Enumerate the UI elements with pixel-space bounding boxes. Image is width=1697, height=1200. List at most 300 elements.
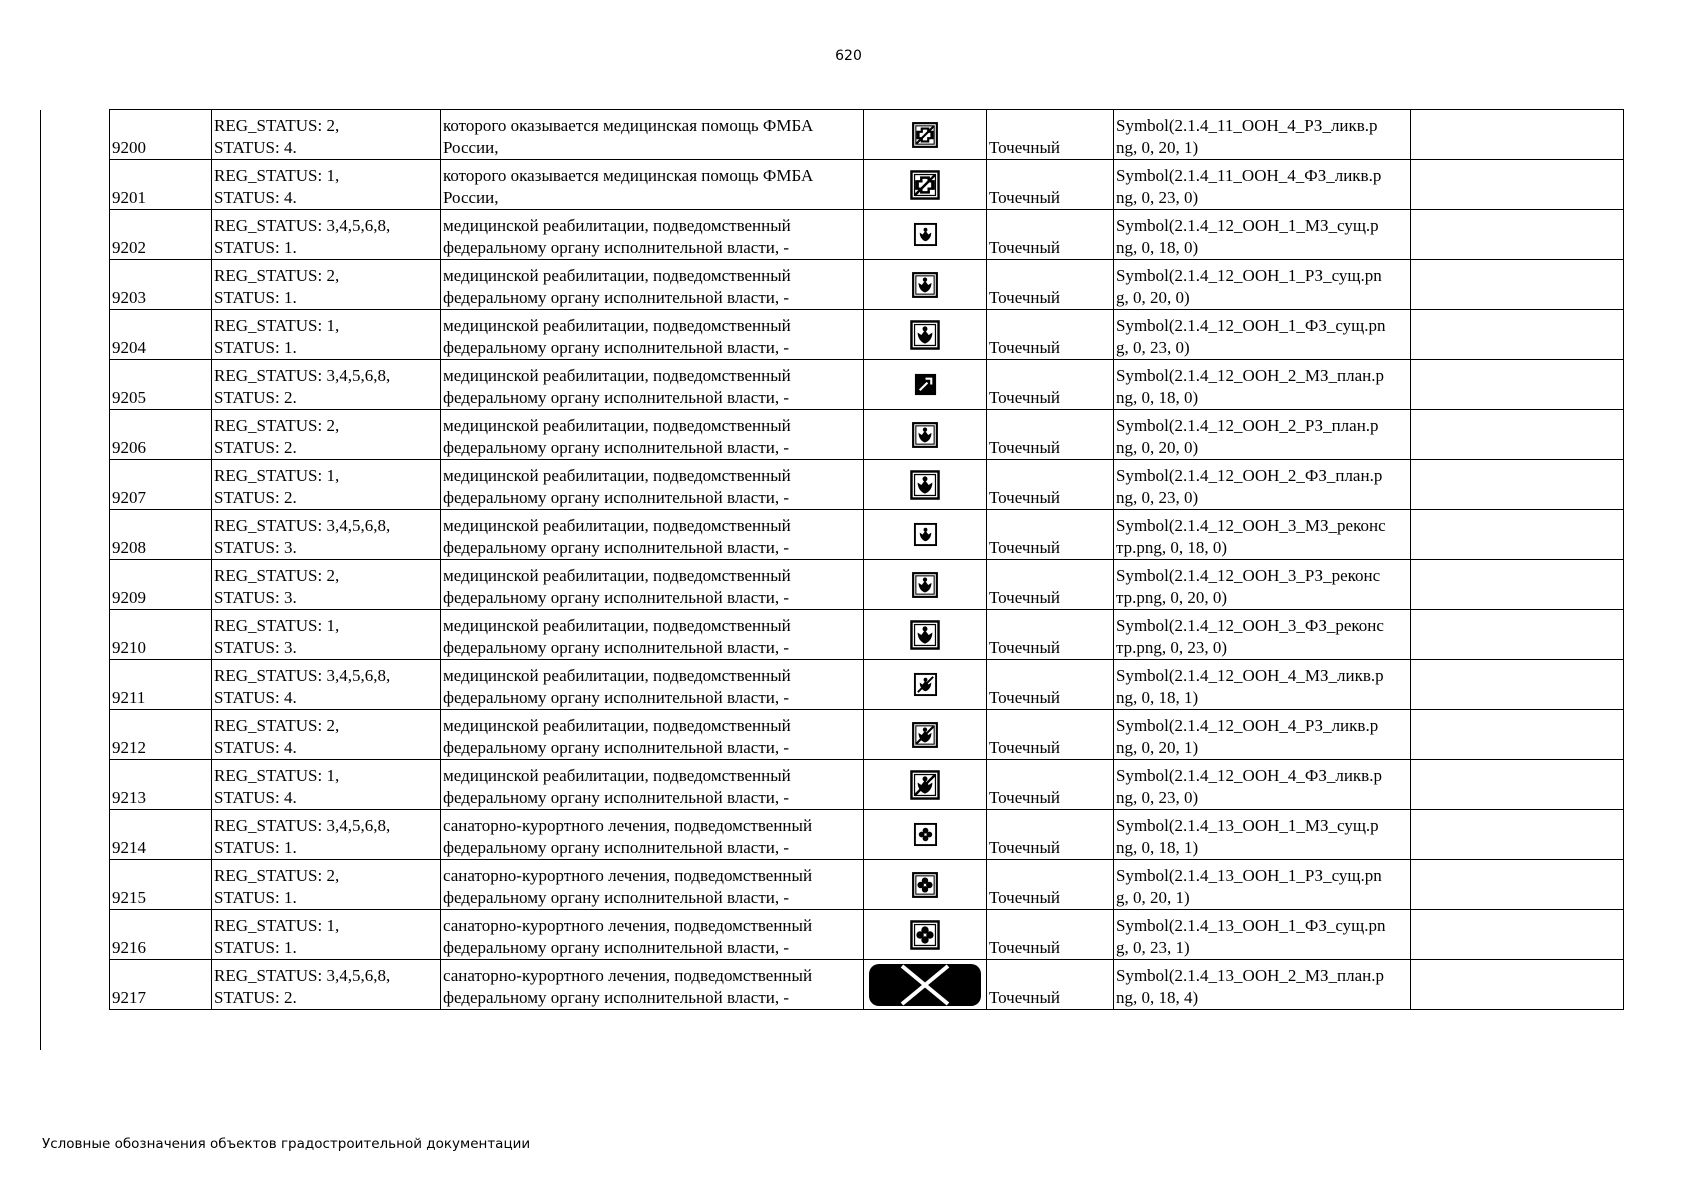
symbol-function-line-1: Symbol(2.1.4_11_ООН_4_РЗ_ликв.p: [1116, 116, 1378, 135]
status-text: STATUS: 1.: [214, 888, 297, 907]
symbol-function-line-2: g, 0, 23, 1): [1116, 938, 1190, 957]
table-row: [110, 210, 1624, 260]
reg-status-text: REG_STATUS: 2,: [214, 266, 340, 285]
description-line-1: медицинской реабилитации, подведомственный: [443, 366, 791, 385]
note-cell: [1411, 860, 1624, 910]
symbol-function-line-2: ng, 0, 20, 0): [1116, 438, 1199, 457]
rehab-existing-local-icon: [913, 222, 938, 247]
status-text: STATUS: 3.: [214, 638, 297, 657]
rehab-existing-federal-icon: [909, 319, 941, 351]
object-code: 9201: [112, 188, 146, 207]
geometry-type: Точечный: [989, 988, 1061, 1007]
description-line-1: санаторно-курортного лечения, подведомственный: [443, 916, 813, 935]
note-cell: [1411, 360, 1624, 410]
geometry-type: Точечный: [989, 688, 1061, 707]
note-cell: [1411, 810, 1624, 860]
table-row: [110, 410, 1624, 460]
code-cell: [110, 310, 212, 360]
symbol-function-cell: [1114, 610, 1411, 660]
note-cell: [1411, 610, 1624, 660]
note-cell: [1411, 560, 1624, 610]
status-text: STATUS: 1.: [214, 288, 297, 307]
description-cell: [441, 310, 864, 360]
geometry-type-cell: [987, 210, 1114, 260]
status-text: STATUS: 2.: [214, 438, 297, 457]
status-cell: [212, 810, 441, 860]
description-cell: [441, 210, 864, 260]
symbol-function-cell: [1114, 760, 1411, 810]
description-cell: [441, 410, 864, 460]
rehab-liquidated-regional-icon: [911, 721, 939, 749]
table-row: [110, 310, 1624, 360]
geometry-type-cell: [987, 860, 1114, 910]
symbol-function-cell: [1114, 510, 1411, 560]
rehab-reconstruction-regional-icon: [911, 571, 939, 599]
description-cell: [441, 260, 864, 310]
object-code: 9206: [112, 438, 146, 457]
geometry-type: Точечный: [989, 838, 1061, 857]
table-row: [110, 710, 1624, 760]
description-line-2: федеральному органу исполнительной власти, -: [443, 538, 790, 557]
code-cell: [110, 360, 212, 410]
symbol-function-line-2: ng, 0, 23, 0): [1116, 488, 1199, 507]
description-cell: [441, 760, 864, 810]
reg-status-text: REG_STATUS: 2,: [214, 416, 340, 435]
symbol-function-line-1: Symbol(2.1.4_12_ООН_1_РЗ_сущ.pn: [1116, 266, 1382, 285]
geometry-type: Точечный: [989, 538, 1061, 557]
status-cell: [212, 260, 441, 310]
table-row: [110, 960, 1624, 1010]
description-line-2: федеральному органу исполнительной власти, -: [443, 888, 790, 907]
symbol-function-cell: [1114, 710, 1411, 760]
symbol-cell: [864, 260, 987, 310]
object-code: 9216: [112, 938, 146, 957]
note-cell: [1411, 210, 1624, 260]
object-code: 9214: [112, 838, 146, 857]
symbol-function-line-2: ng, 0, 23, 0): [1116, 188, 1199, 207]
status-text: STATUS: 3.: [214, 588, 297, 607]
status-text: STATUS: 4.: [214, 788, 297, 807]
geometry-type: Точечный: [989, 638, 1061, 657]
status-text: STATUS: 4.: [214, 138, 297, 157]
rehab-reconstruction-federal-icon: [909, 619, 941, 651]
geometry-type-cell: [987, 660, 1114, 710]
symbol-function-line-1: Symbol(2.1.4_12_ООН_4_РЗ_ликв.p: [1116, 716, 1379, 735]
note-cell: [1411, 960, 1624, 1010]
note-cell: [1411, 710, 1624, 760]
symbol-function-cell: [1114, 460, 1411, 510]
rehab-liquidated-local-icon: [913, 672, 938, 697]
status-cell: [212, 460, 441, 510]
code-cell: [110, 610, 212, 660]
description-line-1: медицинской реабилитации, подведомственный: [443, 316, 791, 335]
reg-status-text: REG_STATUS: 2,: [214, 566, 340, 585]
note-cell: [1411, 310, 1624, 360]
description-line-1: санаторно-курортного лечения, подведомственный: [443, 816, 813, 835]
note-cell: [1411, 110, 1624, 160]
reg-status-text: REG_STATUS: 2,: [214, 116, 340, 135]
code-cell: [110, 460, 212, 510]
description-line-2: федеральному органу исполнительной власти, -: [443, 388, 790, 407]
symbol-function-line-1: Symbol(2.1.4_12_ООН_3_РЗ_реконс: [1116, 566, 1381, 585]
description-cell: [441, 960, 864, 1010]
symbol-function-cell: [1114, 310, 1411, 360]
code-cell: [110, 760, 212, 810]
reg-status-text: REG_STATUS: 3,4,5,6,8,: [214, 366, 391, 385]
description-cell: [441, 860, 864, 910]
object-code: 9205: [112, 388, 146, 407]
status-text: STATUS: 4.: [214, 188, 297, 207]
description-line-1: медицинской реабилитации, подведомственный: [443, 566, 791, 585]
geometry-type-cell: [987, 760, 1114, 810]
status-text: STATUS: 2.: [214, 488, 297, 507]
rehab-reconstruction-local-icon: [913, 522, 938, 547]
reg-status-text: REG_STATUS: 1,: [214, 166, 340, 185]
description-line-2: федеральному органу исполнительной власти, -: [443, 788, 790, 807]
symbol-function-cell: [1114, 360, 1411, 410]
description-cell: [441, 810, 864, 860]
reg-status-text: REG_STATUS: 3,4,5,6,8,: [214, 816, 391, 835]
status-cell: [212, 160, 441, 210]
geometry-type-cell: [987, 960, 1114, 1010]
symbol-function-line-1: Symbol(2.1.4_12_ООН_3_МЗ_реконс: [1116, 516, 1386, 535]
table-row: [110, 810, 1624, 860]
reg-status-text: REG_STATUS: 1,: [214, 466, 340, 485]
symbol-function-line-1: Symbol(2.1.4_13_ООН_1_ФЗ_сущ.pn: [1116, 916, 1386, 935]
code-cell: [110, 910, 212, 960]
description-line-2: федеральному органу исполнительной власти, -: [443, 738, 790, 757]
description-cell: [441, 460, 864, 510]
geometry-type: Точечный: [989, 438, 1061, 457]
rehab-existing-regional-icon: [911, 271, 939, 299]
symbol-function-line-2: ng, 0, 18, 0): [1116, 388, 1199, 407]
symbol-cell: [864, 110, 987, 160]
object-code: 9203: [112, 288, 146, 307]
sanatorium-existing-local-icon: [913, 822, 938, 847]
symbol-function-line-1: Symbol(2.1.4_12_ООН_2_МЗ_план.p: [1116, 366, 1384, 385]
reg-status-text: REG_STATUS: 1,: [214, 916, 340, 935]
table-row: [110, 660, 1624, 710]
code-cell: [110, 960, 212, 1010]
geometry-type-cell: [987, 710, 1114, 760]
code-cell: [110, 260, 212, 310]
symbol-cell: [864, 210, 987, 260]
rehab-liquidated-federal-icon: [909, 769, 941, 801]
description-line-2: федеральному органу исполнительной власти, -: [443, 338, 790, 357]
description-line-1: медицинской реабилитации, подведомственный: [443, 616, 791, 635]
symbol-function-line-2: g, 0, 20, 1): [1116, 888, 1190, 907]
table-row: [110, 760, 1624, 810]
note-cell: [1411, 760, 1624, 810]
description-line-1: медицинской реабилитации, подведомственный: [443, 266, 791, 285]
reg-status-text: REG_STATUS: 3,4,5,6,8,: [214, 216, 391, 235]
object-code: 9215: [112, 888, 146, 907]
symbol-function-line-2: ng, 0, 18, 4): [1116, 988, 1199, 1007]
description-line-2: федеральному органу исполнительной власти, -: [443, 488, 790, 507]
symbol-function-line-1: Symbol(2.1.4_12_ООН_2_ФЗ_план.p: [1116, 466, 1383, 485]
reg-status-text: REG_STATUS: 3,4,5,6,8,: [214, 966, 391, 985]
rehab-planned-local-icon: [913, 372, 938, 397]
note-cell: [1411, 660, 1624, 710]
status-cell: [212, 760, 441, 810]
object-code: 9211: [112, 688, 146, 707]
sanatorium-existing-regional-icon: [911, 871, 939, 899]
symbol-function-cell: [1114, 560, 1411, 610]
object-code: 9213: [112, 788, 146, 807]
description-line-2: федеральному органу исполнительной власти, -: [443, 238, 790, 257]
table-row: [110, 260, 1624, 310]
status-cell: [212, 410, 441, 460]
description-line-1: которого оказывается медицинская помощь ФМБА: [443, 116, 814, 135]
description-line-2: России,: [443, 138, 499, 157]
description-cell: [441, 110, 864, 160]
table-row: [110, 360, 1624, 410]
status-cell: [212, 960, 441, 1010]
description-cell: [441, 560, 864, 610]
description-line-2: России,: [443, 188, 499, 207]
symbol-function-line-1: Symbol(2.1.4_12_ООН_1_МЗ_сущ.p: [1116, 216, 1379, 235]
symbol-cell: [864, 560, 987, 610]
geometry-type: Точечный: [989, 788, 1061, 807]
symbol-cell: [864, 710, 987, 760]
object-code: 9217: [112, 988, 146, 1007]
table-row: [110, 160, 1624, 210]
description-line-2: федеральному органу исполнительной власти, -: [443, 438, 790, 457]
symbol-function-line-1: Symbol(2.1.4_12_ООН_3_ФЗ_реконс: [1116, 616, 1384, 635]
table-row: [110, 560, 1624, 610]
symbol-function-line-1: Symbol(2.1.4_13_ООН_1_МЗ_сущ.p: [1116, 816, 1379, 835]
geometry-type-cell: [987, 560, 1114, 610]
symbol-cell: [864, 160, 987, 210]
description-line-1: которого оказывается медицинская помощь ФМБА: [443, 166, 814, 185]
sanatorium-existing-federal-icon: [909, 919, 941, 951]
symbol-cell: [864, 960, 987, 1010]
object-code: 9204: [112, 338, 146, 357]
symbol-cell: [864, 760, 987, 810]
geometry-type-cell: [987, 910, 1114, 960]
geometry-type: Точечный: [989, 588, 1061, 607]
geometry-type: Точечный: [989, 388, 1061, 407]
description-line-1: санаторно-курортного лечения, подведомственный: [443, 866, 813, 885]
description-line-2: федеральному органу исполнительной власти, -: [443, 688, 790, 707]
symbol-function-line-2: тр.png, 0, 23, 0): [1116, 638, 1228, 657]
geometry-type-cell: [987, 810, 1114, 860]
symbol-function-line-2: g, 0, 23, 0): [1116, 338, 1190, 357]
geometry-type: Точечный: [989, 188, 1061, 207]
table-row: [110, 510, 1624, 560]
symbol-cell: [864, 610, 987, 660]
code-cell: [110, 810, 212, 860]
description-line-2: федеральному органу исполнительной власти, -: [443, 838, 790, 857]
status-text: STATUS: 3.: [214, 538, 297, 557]
symbol-cell: [864, 660, 987, 710]
symbol-function-line-1: Symbol(2.1.4_12_ООН_2_РЗ_план.p: [1116, 416, 1379, 435]
note-cell: [1411, 460, 1624, 510]
reg-status-text: REG_STATUS: 3,4,5,6,8,: [214, 666, 391, 685]
description-cell: [441, 660, 864, 710]
description-cell: [441, 710, 864, 760]
symbol-function-cell: [1114, 960, 1411, 1010]
table-row: [110, 910, 1624, 960]
code-cell: [110, 410, 212, 460]
code-cell: [110, 710, 212, 760]
symbol-function-cell: [1114, 810, 1411, 860]
description-line-2: федеральному органу исполнительной власти, -: [443, 938, 790, 957]
symbol-cell: [864, 460, 987, 510]
description-line-1: медицинской реабилитации, подведомственный: [443, 466, 791, 485]
description-line-1: медицинской реабилитации, подведомственный: [443, 216, 791, 235]
symbol-cell: [864, 310, 987, 360]
status-text: STATUS: 1.: [214, 238, 297, 257]
note-cell: [1411, 510, 1624, 560]
left-margin-rule: [40, 110, 41, 1050]
geometry-type: Точечный: [989, 238, 1061, 257]
geometry-type-cell: [987, 410, 1114, 460]
status-cell: [212, 110, 441, 160]
reg-status-text: REG_STATUS: 3,4,5,6,8,: [214, 516, 391, 535]
status-cell: [212, 560, 441, 610]
geometry-type: Точечный: [989, 738, 1061, 757]
object-code: 9210: [112, 638, 146, 657]
note-cell: [1411, 260, 1624, 310]
description-line-1: медицинской реабилитации, подведомственный: [443, 716, 791, 735]
symbol-cell: [864, 860, 987, 910]
object-code: 9200: [112, 138, 146, 157]
legend-table: [109, 109, 1624, 1010]
reg-status-text: REG_STATUS: 2,: [214, 716, 340, 735]
symbol-function-line-2: тр.png, 0, 20, 0): [1116, 588, 1228, 607]
symbol-function-line-2: ng, 0, 20, 1): [1116, 138, 1199, 157]
symbol-function-line-2: ng, 0, 23, 0): [1116, 788, 1199, 807]
geometry-type: Точечный: [989, 488, 1061, 507]
geometry-type-cell: [987, 460, 1114, 510]
symbol-function-line-2: ng, 0, 18, 1): [1116, 688, 1199, 707]
symbol-cell: [864, 410, 987, 460]
table-row: [110, 610, 1624, 660]
symbol-function-line-1: Symbol(2.1.4_13_ООН_1_РЗ_сущ.pn: [1116, 866, 1382, 885]
table-row: [110, 110, 1624, 160]
status-text: STATUS: 2.: [214, 988, 297, 1007]
note-cell: [1411, 410, 1624, 460]
reg-status-text: REG_STATUS: 1,: [214, 616, 340, 635]
description-line-2: федеральному органу исполнительной власти, -: [443, 988, 790, 1007]
symbol-function-line-2: ng, 0, 18, 1): [1116, 838, 1199, 857]
status-text: STATUS: 1.: [214, 838, 297, 857]
object-code: 9207: [112, 488, 146, 507]
geometry-type-cell: [987, 160, 1114, 210]
code-cell: [110, 860, 212, 910]
geometry-type-cell: [987, 360, 1114, 410]
page-number: 620: [835, 48, 862, 64]
status-cell: [212, 860, 441, 910]
symbol-function-cell: [1114, 260, 1411, 310]
table-row: [110, 460, 1624, 510]
status-cell: [212, 660, 441, 710]
geometry-type-cell: [987, 110, 1114, 160]
reg-status-text: REG_STATUS: 1,: [214, 766, 340, 785]
rehab-planned-regional-icon: [911, 421, 939, 449]
code-cell: [110, 110, 212, 160]
description-cell: [441, 910, 864, 960]
missing-symbol-x-icon: [866, 962, 984, 1008]
geometry-type: Точечный: [989, 288, 1061, 307]
object-code: 9202: [112, 238, 146, 257]
symbol-function-cell: [1114, 110, 1411, 160]
description-line-1: медицинской реабилитации, подведомственный: [443, 666, 791, 685]
status-text: STATUS: 4.: [214, 738, 297, 757]
symbol-cell: [864, 910, 987, 960]
status-text: STATUS: 2.: [214, 388, 297, 407]
status-cell: [212, 310, 441, 360]
status-cell: [212, 710, 441, 760]
reg-status-text: REG_STATUS: 2,: [214, 866, 340, 885]
symbol-function-line-1: Symbol(2.1.4_11_ООН_4_ФЗ_ликв.p: [1116, 166, 1382, 185]
code-cell: [110, 160, 212, 210]
geometry-type-cell: [987, 610, 1114, 660]
status-cell: [212, 210, 441, 260]
symbol-function-line-1: Symbol(2.1.4_13_ООН_2_МЗ_план.p: [1116, 966, 1384, 985]
symbol-function-line-2: ng, 0, 18, 0): [1116, 238, 1199, 257]
description-line-1: медицинской реабилитации, подведомственный: [443, 416, 791, 435]
symbol-cell: [864, 360, 987, 410]
document-footer: Условные обозначения объектов градостроительной документации: [42, 1136, 531, 1152]
status-text: STATUS: 1.: [214, 938, 297, 957]
symbol-function-line-1: Symbol(2.1.4_12_ООН_4_МЗ_ликв.p: [1116, 666, 1384, 685]
description-cell: [441, 160, 864, 210]
symbol-function-cell: [1114, 410, 1411, 460]
symbol-function-line-1: Symbol(2.1.4_12_ООН_1_ФЗ_сущ.pn: [1116, 316, 1386, 335]
symbol-function-line-1: Symbol(2.1.4_12_ООН_4_ФЗ_ликв.p: [1116, 766, 1382, 785]
status-cell: [212, 610, 441, 660]
object-code: 9209: [112, 588, 146, 607]
note-cell: [1411, 910, 1624, 960]
symbol-function-line-2: тр.png, 0, 18, 0): [1116, 538, 1228, 557]
description-line-1: медицинской реабилитации, подведомственный: [443, 766, 791, 785]
object-code: 9212: [112, 738, 146, 757]
fmba-liquidated-regional-icon: [911, 121, 939, 149]
symbol-function-cell: [1114, 660, 1411, 710]
symbol-function-line-2: ng, 0, 20, 1): [1116, 738, 1199, 757]
description-cell: [441, 610, 864, 660]
geometry-type: Точечный: [989, 338, 1061, 357]
rehab-planned-federal-icon: [909, 469, 941, 501]
description-cell: [441, 360, 864, 410]
geometry-type-cell: [987, 310, 1114, 360]
symbol-function-line-2: g, 0, 20, 0): [1116, 288, 1190, 307]
symbol-cell: [864, 510, 987, 560]
fmba-liquidated-federal-icon: [909, 169, 941, 201]
status-cell: [212, 360, 441, 410]
status-text: STATUS: 4.: [214, 688, 297, 707]
geometry-type: Точечный: [989, 938, 1061, 957]
symbol-function-cell: [1114, 860, 1411, 910]
description-line-1: санаторно-курортного лечения, подведомственный: [443, 966, 813, 985]
note-cell: [1411, 160, 1624, 210]
description-cell: [441, 510, 864, 560]
geometry-type: Точечный: [989, 888, 1061, 907]
code-cell: [110, 510, 212, 560]
code-cell: [110, 210, 212, 260]
description-line-1: медицинской реабилитации, подведомственный: [443, 516, 791, 535]
description-line-2: федеральному органу исполнительной власти, -: [443, 588, 790, 607]
status-cell: [212, 510, 441, 560]
status-text: STATUS: 1.: [214, 338, 297, 357]
code-cell: [110, 560, 212, 610]
object-code: 9208: [112, 538, 146, 557]
symbol-function-cell: [1114, 210, 1411, 260]
geometry-type-cell: [987, 510, 1114, 560]
reg-status-text: REG_STATUS: 1,: [214, 316, 340, 335]
